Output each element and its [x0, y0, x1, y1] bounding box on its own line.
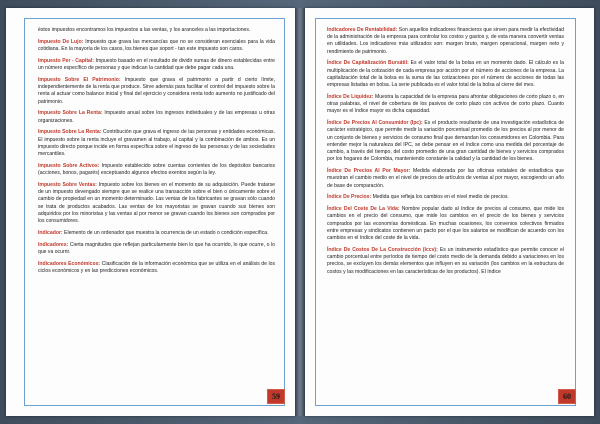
glossary-entry: [327, 194, 564, 201]
glossary-term: Impuesto Sobre El Patrimonio:: [38, 76, 121, 83]
left-page-content: [38, 27, 275, 390]
glossary-term: Índice De Capitalización Bursátil:: [327, 60, 409, 67]
glossary-term: Impuesto Sobre La Renta:: [38, 110, 103, 117]
glossary-definition: Impuesto que grava las mercancías que no se consideran esenciales para la vida cotidiana. En la mayoría de los casos, los bienes que soport - tan este impuesto son caros.: [38, 38, 275, 53]
glossary-term: Índice De Costos De La Construcción (Iccv):: [327, 246, 438, 253]
glossary-term: Impuesto Sobre Ventas:: [38, 181, 97, 188]
right-page: [305, 8, 594, 416]
glossary-definition: Cierta magnitudes que reflejan particularmente bien lo que ha ocurrido, lo que ocurre, o lo que va ocurrir.: [38, 241, 275, 255]
glossary-definition: Medida elaborada por las oficinas estatales de estadística que muestran el cambio medio en el nivel de precios de artículos de ventas al por mayor, escogiendo un año de base de comparación.: [327, 168, 564, 189]
right-page-content: [327, 27, 564, 390]
left-page-intro: éstos impuestos encontramos los impuestos a las ventas, y los aranceles a las importaciones.: [38, 27, 251, 33]
glossary-entry: [38, 110, 275, 124]
glossary-definition: Medida que refleja los cambios en el nivel medio de precios.: [371, 194, 509, 201]
glossary-term: Impuesto Per - Capital:: [38, 57, 94, 64]
glossary-entry: [327, 27, 564, 56]
glossary-term: Indicador:: [38, 229, 63, 236]
glossary-definition: Son aquellos indicadores financieros que sirven para medir la efectividad de la administración de la empresa para controlar los costos y gastos y, de esta manera convertir ventas en utilidades. Los indicadores más utilizados son: margen bruto, margen operacional, margen neto y rendimiento de patrimonio.: [327, 27, 564, 55]
glossary-entry: [38, 230, 275, 237]
glossary-term: Indicadores Económicos:: [38, 260, 101, 267]
glossary-definition: Es el producto resultante de una investigación estadística de carácter estratégico, que permite medir la variación porcentual promedio de los precios al por menor de un conjunto de bienes y servicios de consumo final que demandan los consumidores en Colombia. Para entender mejor la naturaleza del IPC, se debe pensar en el índice como una medida del porcentaje de cambio, a través del tiempo, del costo promedio de una gran cantidad de bienes y servicios comprados por los hogares de Colombia, manteniendo constante la calidad y la cantidad de los bienes.: [327, 120, 564, 163]
left-entry-list: [38, 39, 275, 275]
glossary-entry: [327, 168, 564, 190]
glossary-entry: [38, 261, 275, 275]
glossary-entry: [38, 182, 275, 225]
glossary-definition: Es un instrumento estadístico que permite conocer el cambio porcentual entre períodos de tiempo del costo medio de la demanda debido a variaciones en los precios, se excluyen los demás elementos que influyen en su variación (los cambios en la estructura de costos y las modificaciones en las características de los productos). El índice: [327, 246, 564, 275]
book-gutter: [295, 8, 305, 416]
glossary-entry: [327, 94, 564, 116]
glossary-entry: [38, 242, 275, 256]
glossary-entry: [327, 206, 564, 242]
glossary-term: Índice Del Coste De La Vida:: [327, 206, 400, 213]
glossary-entry: [38, 58, 275, 72]
glossary-definition: Impuesto establecido sobre cuentas corrientes de los depósitos bancarios (acciones, bonos, pagarés) exceptuando algunos efectos exentos según la ley.: [38, 162, 275, 177]
glossary-definition: Clasificación de la información económica que se utiliza en el análisis de los ciclos económicos y en las predicciones económicos.: [38, 260, 275, 274]
glossary-term: Índice De Precios Al Por Mayor:: [327, 168, 411, 175]
glossary-entry: [38, 163, 275, 177]
glossary-entry: [38, 77, 275, 106]
glossary-definition: Elemento de un ordenador que muestra la ocurrencia de un estado o condición específica.: [62, 229, 269, 236]
glossary-term: Indicadores De Rentabilidad:: [327, 27, 398, 33]
glossary-entry: [327, 120, 564, 163]
glossary-definition: Nombre popular dado al índice de precios al consumo, que mide los cambios en el precio del consumo, que mide los cambios en el precio de los bienes y servicios comprados por las economías domésticas. En muchas ocasiones, los convenios colectivos firmados entre empresas y sindicatos contienen un pacto por el que los salarios se modifican de acuerdo con los cambios en el índice del coste de la vida.: [327, 206, 564, 242]
page-number-right: 60: [558, 389, 576, 404]
glossary-term: Índice De Precios:: [327, 194, 372, 201]
page-number-left: 59: [267, 389, 285, 404]
glossary-term: Impuesto De Lujo:: [38, 38, 84, 45]
glossary-entry: [327, 247, 564, 276]
glossary-term: Impuesto Sobre Activos:: [38, 162, 100, 169]
glossary-term: Índice De Precios Al Consumidor (Ipc):: [327, 120, 423, 127]
glossary-definition: Impuesto sobre los bienes en el momento de su adquisición. Puede tratarse de un impuesto devengado siempre que se realice una transacción sobre el bien o únicamente sobre el cambio de propiedad en un momento determinado. Las ventas de los fabricantes se gravan sólo cuando se trata de productos acabados. Las ventas de los mayoristas se gravan cuando sus bienes son adquiridos por los minoristas y las ventas al por menor se gravan cuando los bienes son comprados por los consumidores.: [38, 181, 275, 224]
glossary-definition: Es el valor total de la bolsa en un momento dado. El cálculo es la multiplicación de la cotización de cada empresa por acción por el número de acciones de la empresa. La capitalización total de la bolsa es la suma de las cotizaciones por el número de acciones de todas las empresas listadas en bolsa. La serie publicada es el valor total de la bolsa al cierre del mes.: [327, 60, 564, 89]
glossary-definition: Muestra la capacidad de la empresa para afrontar obligaciones de corto plazo o, en otras palabras, el nivel de cobertura de los pasivos de corto plazo con activos de corto plazo. Cuanto mayor es el índice mayor es dicha capacidad.: [327, 93, 564, 115]
glossary-entry: [38, 129, 275, 158]
right-entry-list: [327, 27, 564, 276]
glossary-term: Indicadores:: [38, 241, 69, 248]
glossary-term: Índice De Liquidez:: [327, 93, 374, 100]
glossary-entry: [38, 39, 275, 53]
glossary-definition: Contribución que grava el ingreso de las personas y entidades económicas. El impuesto sobre la renta incluye el gravamen al trabajo, al capital y la combinación de ambos. Es un impuesto directo porque incide en forma específica sobre el ingreso de las personas y de las sociedades mercantiles.: [38, 129, 275, 158]
glossary-definition: Impuesto anual sobre los ingresos individuales y de las empresas u otras organizaciones.: [38, 110, 275, 124]
glossary-definition: Impuesto que grava el patrimonio a partir d cierto límite, independientemente de la renta que produce. Sirve además para facilitar el control del impuesto sobre la renta al actuar como balance inicial y final del ejercicio y considera renta todo aumento no justificado del patrimonio.: [38, 76, 275, 105]
glossary-entry: [327, 60, 564, 89]
left-page: [6, 8, 295, 416]
glossary-term: Impuesto Sobre La Renta:: [38, 129, 102, 136]
glossary-definition: Impuesto basado en el resultado de dividir sumas de dinero establecidas entre un número específico de personas y que indican la cantidad que debe pagar cada una.: [38, 57, 275, 72]
